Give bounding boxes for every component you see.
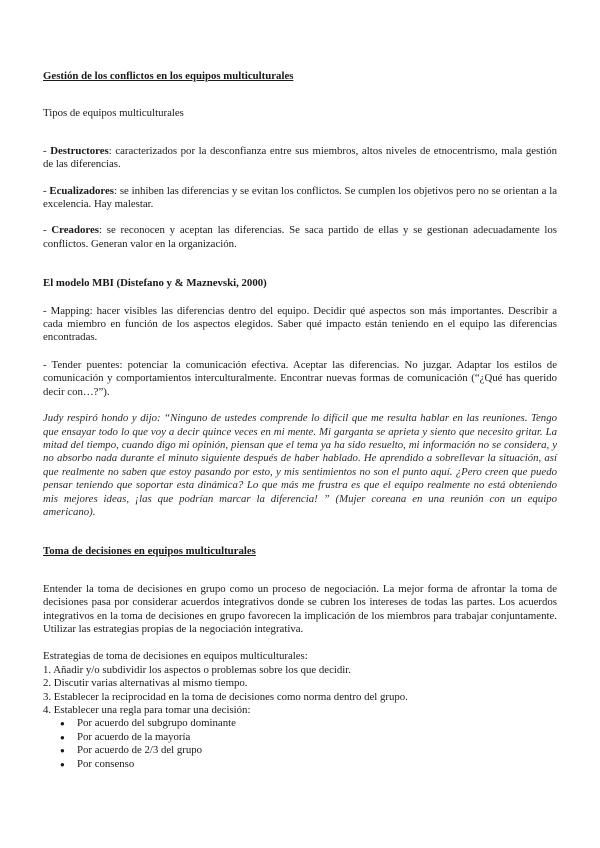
- type-description: : caracterizados por la desconfianza entre sus miembros, altos niveles de etnocentrismo, mala gestión de las diferencias.: [43, 144, 558, 171]
- strategy-item: 2. Discutir varias alternativas al mismo tiempo.: [43, 677, 248, 690]
- strategy-item: 4. Establecer una regla para tomar una decisión:: [43, 704, 251, 716]
- type-prefix: -: [43, 144, 51, 157]
- strategies-list: [43, 664, 557, 718]
- decision-rule-item: ● Por acuerdo del subgrupo dominante: [43, 717, 557, 730]
- mbi-tender-puentes: - Tender puentes: potenciar la comunicación efectiva. Aceptar las diferencias. No juzgar. Adaptar los estilos de comunicación y comportamientos interculturalmente. Encontrar nuevas formas de comunicación (“¿Qué has querido decir con…?”).: [43, 358, 557, 398]
- quote-judy: [43, 412, 557, 519]
- strategy-item: 1. Añadir y/o subdividir los aspectos o problemas sobre los que decidir.: [43, 663, 351, 676]
- type-prefix: -: [43, 184, 50, 197]
- type-prefix: -: [43, 224, 52, 237]
- type-description: : se reconocen y aceptan las diferencias. Se saca partido de ellas y se gestionan adecuadamente los conflictos. Generan valor en la organización.: [43, 224, 557, 250]
- decision-rule-item: ● Por consenso: [43, 758, 557, 771]
- decision-rule-item: ● Por acuerdo de 2/3 del grupo: [43, 744, 557, 757]
- mbi-mapping: - Mapping: hacer visibles las diferencias dentro del equipo. Decidir qué aspectos son más importantes. Describir a cada miembro en función de los aspectos elegidos. Saber qué impacto están teniendo en el equipo las diferencias encontradas.: [43, 304, 557, 344]
- decision-rule-item: ● Por acuerdo de la mayoría: [43, 731, 557, 744]
- type-destructores: [43, 145, 557, 172]
- heading-gestion-conflictos: Gestión de los conflictos en los equipos multiculturales: [43, 70, 294, 82]
- decisiones-intro: Entender la toma de decisiones en grupo como un proceso de negociación. La mejor forma de afrontar la toma de decisiones pasa por considerar acuerdos integrativos donde se cubren los intereses de todas las partes. Los acuerdos integrativos en la toma de decisiones en grupo favorecen la implicación de los miembros para trabajar conjuntamente. Utilizar las estrategias propias de la negociación integrativa.: [43, 582, 557, 635]
- type-term: Ecualizadores: [49, 184, 115, 197]
- quote-source: (Mujer coreana en una reunión con un equipo americano).: [43, 492, 557, 518]
- heading-modelo-mbi: El modelo MBI (Distefano y & Maznevski, 2000): [43, 277, 267, 290]
- quote-text: Judy respiró hondo y dijo: “Ninguno de ustedes comprende lo difícil que me resulta hablar en las reuniones. Tengo que ensayar todo lo que voy a decir quince veces en mi mente. Mi garganta se aprieta y siento que necesito gritar. La mitad del tiempo, cuando digo mi opinión, piensan que el tema ya ha sido resuelto, mi información no se considera, y no absorbo nada durante el minuto siguiente después de haber hablado. He aprendido a sobrellevar la situación, así que realmente no saben que estoy pasando por esto, y mis sentimientos no son el punto aquí. ¿Pero creen que puedo pensar teniendo que soportar esta dinámica? Lo que más me frustra es que el equipo realmente no está obteniendo mis mejores ideas, ¡las que podrían marcar la diferencia! ”: [43, 412, 557, 505]
- strategy-item: 3. Establecer la reciprocidad en la toma de decisiones como norma dentro del grupo.: [43, 690, 408, 703]
- heading-toma-decisiones: Toma de decisiones en equipos multiculturales: [43, 545, 256, 558]
- type-creadores: [43, 224, 557, 251]
- type-term: Creadores: [51, 224, 99, 237]
- strategies-title: Estrategias de toma de decisiones en equipos multiculturales:: [43, 650, 308, 663]
- type-description: : se inhiben las diferencias y se evitan los conflictos. Se cumplen los objetivos pero no se orientan a la excelencia. Hay malestar.: [43, 184, 558, 211]
- type-ecualizadores: [43, 185, 557, 212]
- type-term: Destructores: [50, 144, 109, 157]
- document-content: [43, 70, 557, 771]
- decision-rules-list: [43, 717, 557, 771]
- subheading-tipos-equipos: Tipos de equipos multiculturales: [43, 107, 184, 120]
